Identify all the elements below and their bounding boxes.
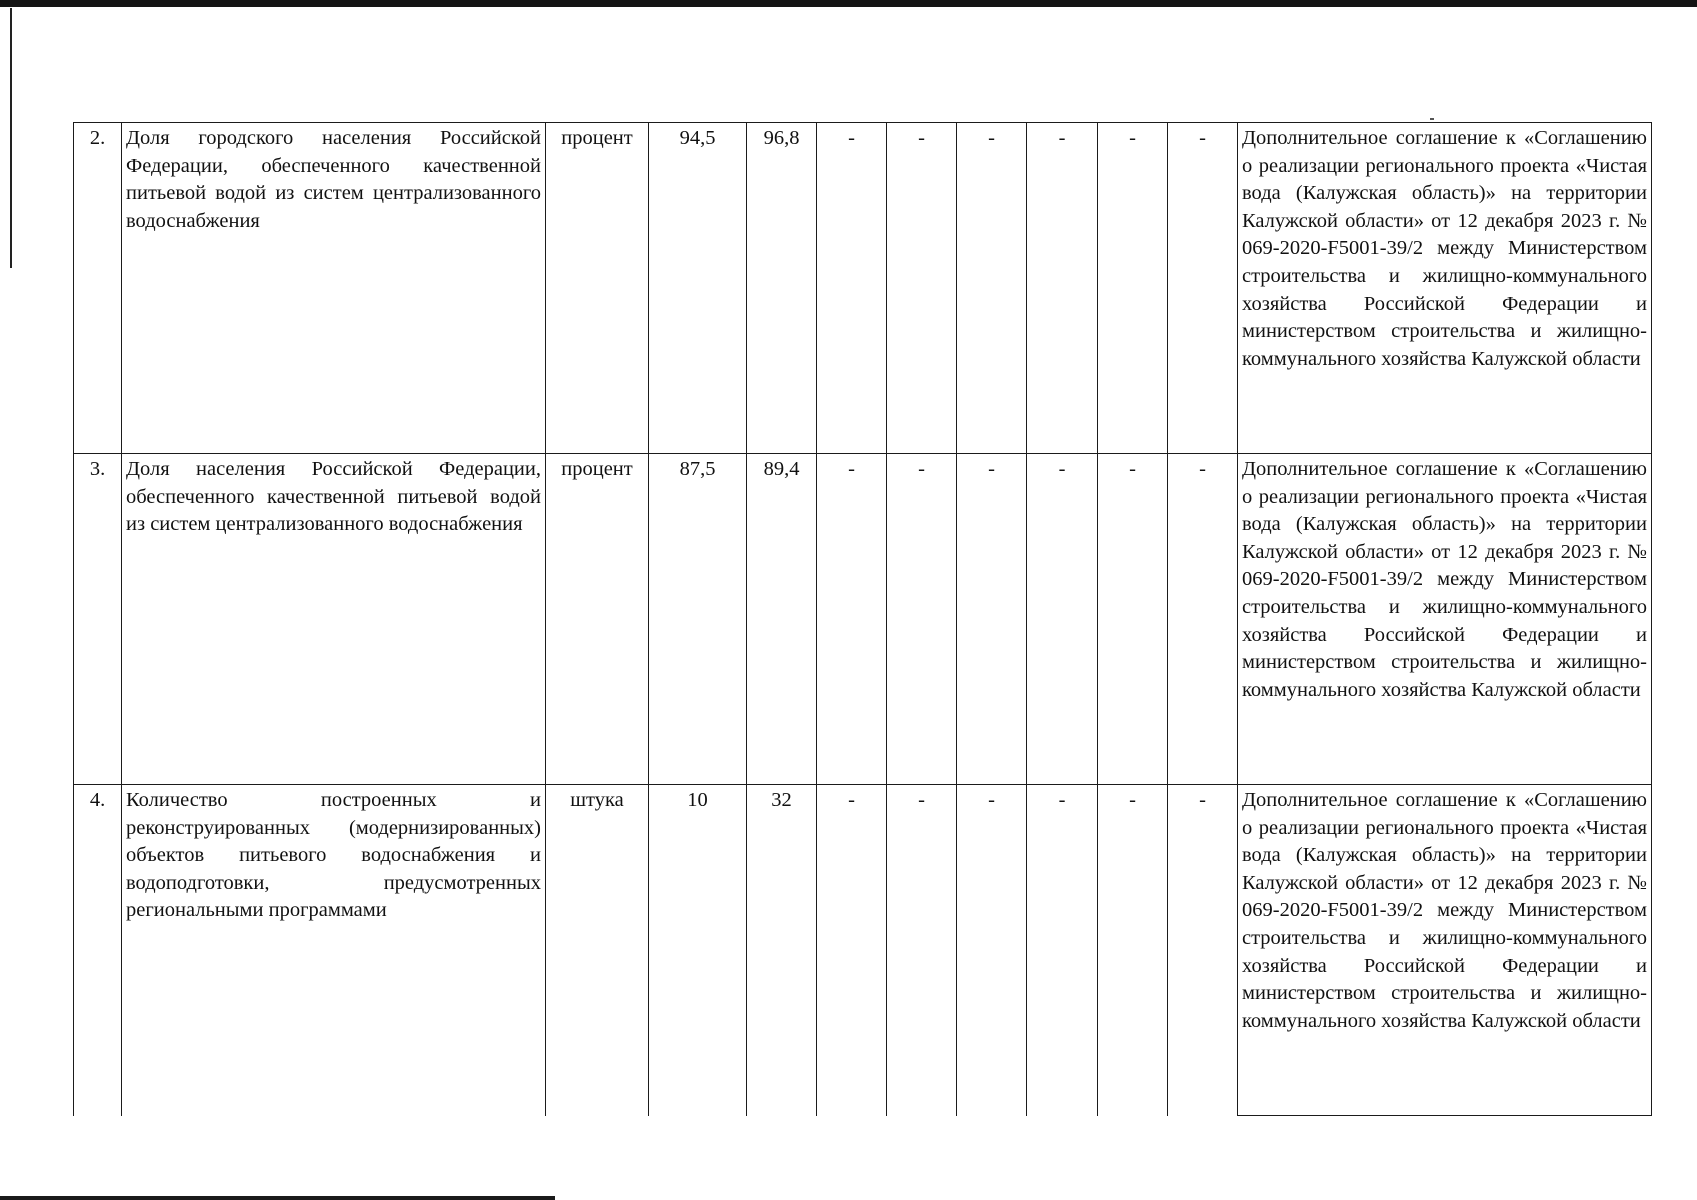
- source-document: Дополнительное соглашение к «Соглашению о реализации регионального проекта «Чистая вода (Калужская область)» на территории Калужской области» от 12 декабря 2023 г. № 069-2020-F5001-39/2 между Министерством строительства и жилищно-коммунального хозяйства Российской Федерации и министерством строительства и жилищно-коммунального хозяйства Калужской области: [1238, 454, 1652, 785]
- indicator-name: Доля городского населения Российской Федерации, обеспеченного качественной питьевой водой из систем централизованного водоснабжения: [122, 123, 546, 454]
- row-number: 3.: [74, 454, 122, 785]
- empty-value-cell: -: [957, 454, 1027, 785]
- empty-value-cell: -: [1098, 454, 1168, 785]
- empty-value-cell: -: [957, 123, 1027, 454]
- unit-of-measure: штука: [546, 785, 649, 1116]
- source-document: Дополнительное соглашение к «Соглашению о реализации регионального проекта «Чистая вода (Калужская область)» на территории Калужской области» от 12 декабря 2023 г. № 069-2020-F5001-39/2 между Министерством строительства и жилищно-коммунального хозяйства Российской Федерации и министерством строительства и жилищно-коммунального хозяйства Калужской области: [1238, 785, 1652, 1116]
- empty-value-cell: -: [1168, 785, 1238, 1116]
- table-row: [74, 454, 1652, 785]
- empty-value-cell: -: [1168, 123, 1238, 454]
- scan-bottom-mark: [0, 1196, 555, 1200]
- empty-value-cell: -: [957, 785, 1027, 1116]
- scan-speck: [1430, 118, 1434, 120]
- empty-value-cell: -: [1098, 785, 1168, 1116]
- empty-value-cell: -: [1168, 454, 1238, 785]
- base-value: 10: [649, 785, 747, 1116]
- empty-value-cell: -: [1027, 123, 1098, 454]
- empty-value-cell: -: [817, 123, 887, 454]
- target-value: 32: [747, 785, 817, 1116]
- empty-value-cell: -: [817, 454, 887, 785]
- table-row: [74, 785, 1652, 1116]
- row-number: 4.: [74, 785, 122, 1116]
- empty-value-cell: -: [887, 454, 957, 785]
- target-value: 89,4: [747, 454, 817, 785]
- empty-value-cell: -: [1098, 123, 1168, 454]
- empty-value-cell: -: [1027, 454, 1098, 785]
- base-value: 87,5: [649, 454, 747, 785]
- indicator-name: Доля населения Российской Федерации, обеспеченного качественной питьевой водой из систем централизованного водоснабжения: [122, 454, 546, 785]
- indicators-table: [73, 122, 1652, 1116]
- scan-top-border: [0, 0, 1697, 7]
- empty-value-cell: -: [887, 785, 957, 1116]
- unit-of-measure: процент: [546, 454, 649, 785]
- scan-left-mark: [10, 8, 12, 268]
- empty-value-cell: -: [1027, 785, 1098, 1116]
- indicator-name: Количество построенных и реконструированных (модернизированных) объектов питьевого водоснабжения и водоподготовки, предусмотренных региональными программами: [122, 785, 546, 1116]
- table-row: [74, 123, 1652, 454]
- base-value: 94,5: [649, 123, 747, 454]
- source-document: Дополнительное соглашение к «Соглашению о реализации регионального проекта «Чистая вода (Калужская область)» на территории Калужской области» от 12 декабря 2023 г. № 069-2020-F5001-39/2 между Министерством строительства и жилищно-коммунального хозяйства Российской Федерации и министерством строительства и жилищно-коммунального хозяйства Калужской области: [1238, 123, 1652, 454]
- unit-of-measure: процент: [546, 123, 649, 454]
- target-value: 96,8: [747, 123, 817, 454]
- empty-value-cell: -: [817, 785, 887, 1116]
- row-number: 2.: [74, 123, 122, 454]
- empty-value-cell: -: [887, 123, 957, 454]
